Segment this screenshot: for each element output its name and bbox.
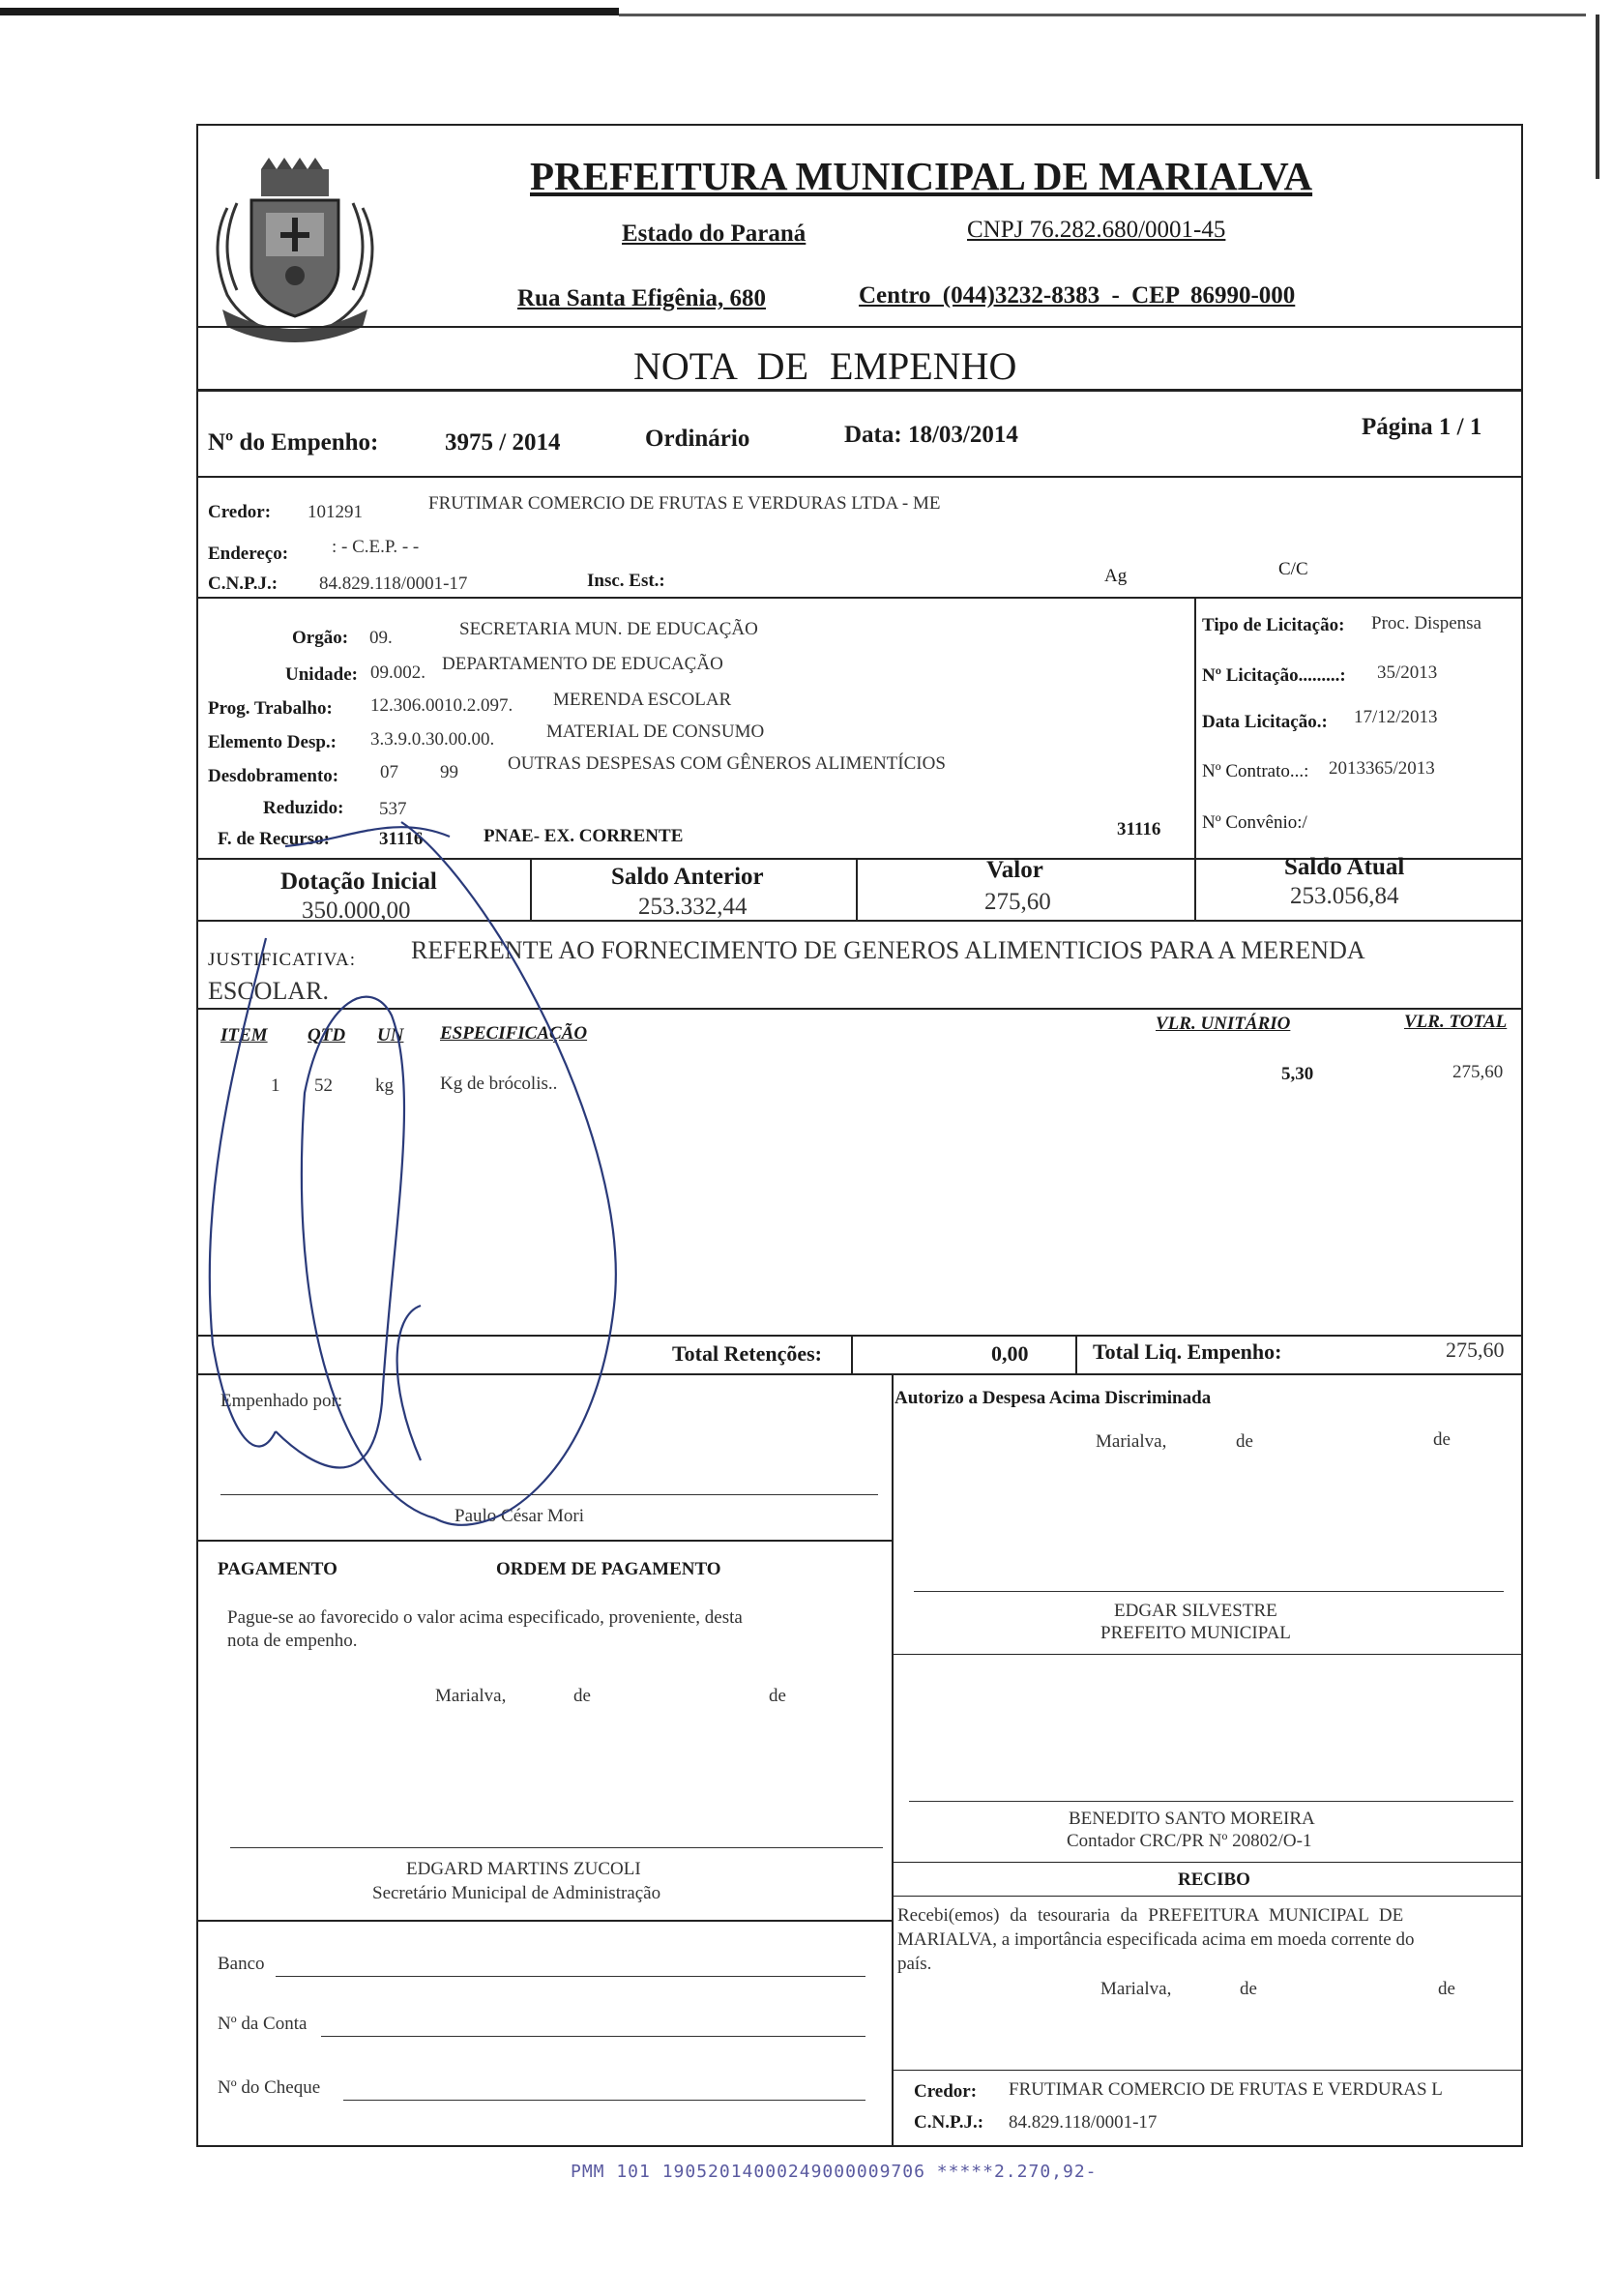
unidade-name: DEPARTAMENTO DE EDUCAÇÃO: [442, 654, 723, 674]
desdobramento-subcode: 99: [440, 762, 458, 782]
footer-barcode-text: PMM 101 19052014000249000009706 *****2.270,92-: [571, 2162, 1098, 2182]
conta-label: Nº da Conta: [218, 2014, 308, 2034]
col-item: ITEM: [220, 1025, 268, 1045]
prefeito-nome: EDGAR SILVESTRE: [1114, 1601, 1277, 1621]
saldo-atual-value: 253.056,84: [1290, 883, 1399, 909]
contrato-value: 2013365/2013: [1329, 758, 1435, 779]
dotacao-label: Dotação Inicial: [280, 868, 437, 895]
orgao-name: SECRETARIA MUN. DE EDUCAÇÃO: [459, 619, 758, 639]
item-un: kg: [375, 1075, 394, 1096]
desdobramento-name: OUTRAS DESPESAS COM GÊNEROS ALIMENTÍCIOS: [508, 753, 946, 774]
item-number: 1: [271, 1075, 280, 1096]
empenhado-por-nome: Paulo César Mori: [455, 1506, 585, 1526]
orgao-code: 09.: [369, 628, 393, 648]
desdobramento-label: Desdobramento:: [208, 766, 339, 786]
pagamento-de-2: de: [769, 1686, 786, 1706]
licitacao-number-label: Nº Licitação.........:: [1202, 665, 1346, 686]
reduzido-value: 537: [379, 799, 407, 819]
autorizo-de-1: de: [1236, 1431, 1253, 1452]
insc-est-label: Insc. Est.:: [587, 571, 665, 591]
pagamento-texto-2: nota de empenho.: [227, 1631, 358, 1651]
recibo-de-2: de: [1438, 1979, 1455, 1999]
pagamento-label: PAGAMENTO: [218, 1559, 337, 1579]
autorizo-marialva: Marialva,: [1096, 1431, 1167, 1452]
col-vlr-unitario: VLR. UNITÁRIO: [1156, 1014, 1291, 1034]
contador-nome: BENEDITO SANTO MOREIRA: [1069, 1809, 1315, 1829]
empenhado-por-label: Empenhado por:: [220, 1391, 343, 1411]
secretario-nome: EDGARD MARTINS ZUCOLI: [406, 1859, 641, 1879]
total-retencoes-value: 0,00: [991, 1341, 1029, 1366]
endereco-label: Endereço:: [208, 544, 289, 564]
scan-edge: [1596, 15, 1599, 179]
pagamento-texto-1: Pague-se ao favorecido o valor acima especificado, proveniente, desta: [227, 1607, 743, 1628]
agencia-label: Ag: [1104, 566, 1128, 586]
recibo-credor-nome: FRUTIMAR COMERCIO DE FRUTAS E VERDURAS L: [1009, 2079, 1443, 2100]
scan-edge: [0, 8, 619, 15]
recibo-credor-label: Credor:: [914, 2081, 978, 2102]
col-especificacao: ESPECIFICAÇÃO: [440, 1023, 588, 1044]
pagamento-marialva: Marialva,: [435, 1686, 507, 1706]
cheque-input-line[interactable]: [343, 2100, 865, 2101]
item-vlr-unitario: 5,30: [1281, 1064, 1314, 1084]
convenio-label: Nº Convênio:/: [1202, 812, 1307, 833]
col-qtd: QTD: [308, 1025, 346, 1045]
secretario-cargo: Secretário Municipal de Administração: [372, 1883, 661, 1903]
justificativa-label: JUSTIFICATIVA:: [208, 950, 357, 970]
signature-line: [230, 1847, 883, 1848]
elemento-code: 3.3.9.0.30.00.00.: [370, 729, 495, 750]
credor-name: FRUTIMAR COMERCIO DE FRUTAS E VERDURAS LTDA - ME: [428, 493, 941, 514]
elemento-name: MATERIAL DE CONSUMO: [546, 721, 765, 742]
credor-cnpj: 84.829.118/0001-17: [319, 574, 468, 594]
justificativa-line-1: REFERENTE AO FORNECIMENTO DE GENEROS ALIMENTICIOS PARA A MERENDA: [411, 936, 1365, 964]
credor-label: Credor:: [208, 502, 272, 522]
address-details: Centro (044)3232-8383 - CEP 86990-000: [859, 282, 1296, 309]
total-retencoes-label: Total Retenções:: [672, 1341, 822, 1366]
recibo-cnpj: 84.829.118/0001-17: [1009, 2112, 1158, 2133]
signature-line: [914, 1591, 1504, 1592]
saldo-anterior-label: Saldo Anterior: [611, 864, 764, 890]
valor-value: 275,60: [984, 889, 1051, 915]
desdobramento-code: 07: [380, 762, 398, 782]
scan-edge: [619, 14, 1586, 16]
recibo-label: RECIBO: [1178, 1869, 1250, 1890]
recibo-cnpj-label: C.N.P.J.:: [914, 2112, 984, 2133]
endereco-value: : - C.E.P. - -: [332, 537, 420, 557]
empenho-number-label: Nº do Empenho:: [208, 429, 379, 456]
prog-trabalho-label: Prog. Trabalho:: [208, 698, 333, 719]
prefeito-cargo: PREFEITO MUNICIPAL: [1100, 1623, 1291, 1643]
col-vlr-total: VLR. TOTAL: [1404, 1012, 1508, 1032]
reduzido-label: Reduzido:: [263, 798, 344, 818]
item-especificacao: Kg de brócolis..: [440, 1074, 558, 1094]
orgao-label: Orgão:: [292, 628, 349, 648]
recibo-marialva: Marialva,: [1100, 1979, 1172, 1999]
fonte-recurso-code: 31116: [379, 829, 424, 849]
recibo-texto-2: MARIALVA, a importância especificada acima em moeda corrente do: [897, 1929, 1415, 1950]
municipality-cnpj: CNPJ 76.282.680/0001-45: [967, 217, 1226, 243]
unidade-code: 09.002.: [370, 662, 425, 683]
total-liquido-label: Total Liq. Empenho:: [1093, 1339, 1282, 1364]
data-licitacao: 17/12/2013: [1354, 707, 1438, 727]
fonte-recurso-name: PNAE- EX. CORRENTE: [484, 826, 684, 846]
saldo-anterior-value: 253.332,44: [638, 894, 748, 920]
pagamento-de-1: de: [573, 1686, 591, 1706]
tipo-licitacao-label: Tipo de Licitação:: [1202, 615, 1345, 635]
saldo-atual-label: Saldo Atual: [1284, 854, 1405, 880]
fonte-recurso-code-2: 31116: [1117, 819, 1161, 839]
item-vlr-total: 275,60: [1452, 1062, 1504, 1082]
item-qtd: 52: [314, 1075, 333, 1096]
ordem-pagamento-label: ORDEM DE PAGAMENTO: [496, 1559, 721, 1579]
data-licitacao-label: Data Licitação.:: [1202, 712, 1328, 732]
prog-trabalho-name: MERENDA ESCOLAR: [553, 690, 732, 710]
contador-cargo: Contador CRC/PR Nº 20802/O-1: [1067, 1831, 1312, 1851]
address-street: Rua Santa Efigênia, 680: [517, 285, 766, 311]
cnpj-label: C.N.P.J.:: [208, 574, 279, 594]
page-number: Página 1 / 1: [1362, 414, 1482, 440]
total-liquido-value: 275,60: [1446, 1338, 1505, 1362]
recibo-texto-3: país.: [897, 1954, 932, 1974]
banco-label: Banco: [218, 1954, 265, 1974]
conta-corrente-label: C/C: [1278, 559, 1308, 579]
banco-input-line[interactable]: [276, 1976, 865, 1977]
tipo-licitacao-value: Proc. Dispensa: [1371, 613, 1481, 633]
signature-line: [909, 1801, 1513, 1802]
handwritten-signature: [198, 803, 662, 1557]
cheque-label: Nº do Cheque: [218, 2077, 321, 2098]
recibo-texto-1: Recebi(emos) da tesouraria da PREFEITURA MUNICIPAL DE: [897, 1905, 1404, 1926]
empenho-number: 3975 / 2014: [445, 429, 561, 456]
justificativa-line-2: ESCOLAR.: [208, 977, 329, 1005]
contrato-label: Nº Contrato...:: [1202, 761, 1309, 781]
document-title: NOTA DE EMPENHO: [633, 344, 1017, 388]
state-name: Estado do Paraná: [622, 221, 806, 247]
municipality-title: PREFEITURA MUNICIPAL DE MARIALVA: [530, 154, 1313, 198]
autorizo-de-2: de: [1433, 1429, 1451, 1450]
unidade-label: Unidade:: [285, 664, 358, 685]
col-un: UN: [377, 1025, 404, 1045]
valor-label: Valor: [986, 857, 1043, 883]
empenho-date: Data: 18/03/2014: [844, 422, 1018, 448]
fonte-recurso-label: F. de Recurso:: [218, 829, 330, 849]
elemento-label: Elemento Desp.:: [208, 732, 337, 752]
licitacao-number: 35/2013: [1377, 662, 1438, 683]
recibo-de-1: de: [1240, 1979, 1257, 1999]
prog-trabalho-code: 12.306.0010.2.097.: [370, 695, 513, 716]
empenho-type: Ordinário: [645, 426, 750, 452]
dotacao-value: 350.000,00: [302, 898, 411, 924]
credor-code: 101291: [308, 502, 363, 522]
autorizo-label: Autorizo a Despesa Acima Discriminada: [894, 1388, 1212, 1408]
conta-input-line[interactable]: [321, 2036, 865, 2037]
